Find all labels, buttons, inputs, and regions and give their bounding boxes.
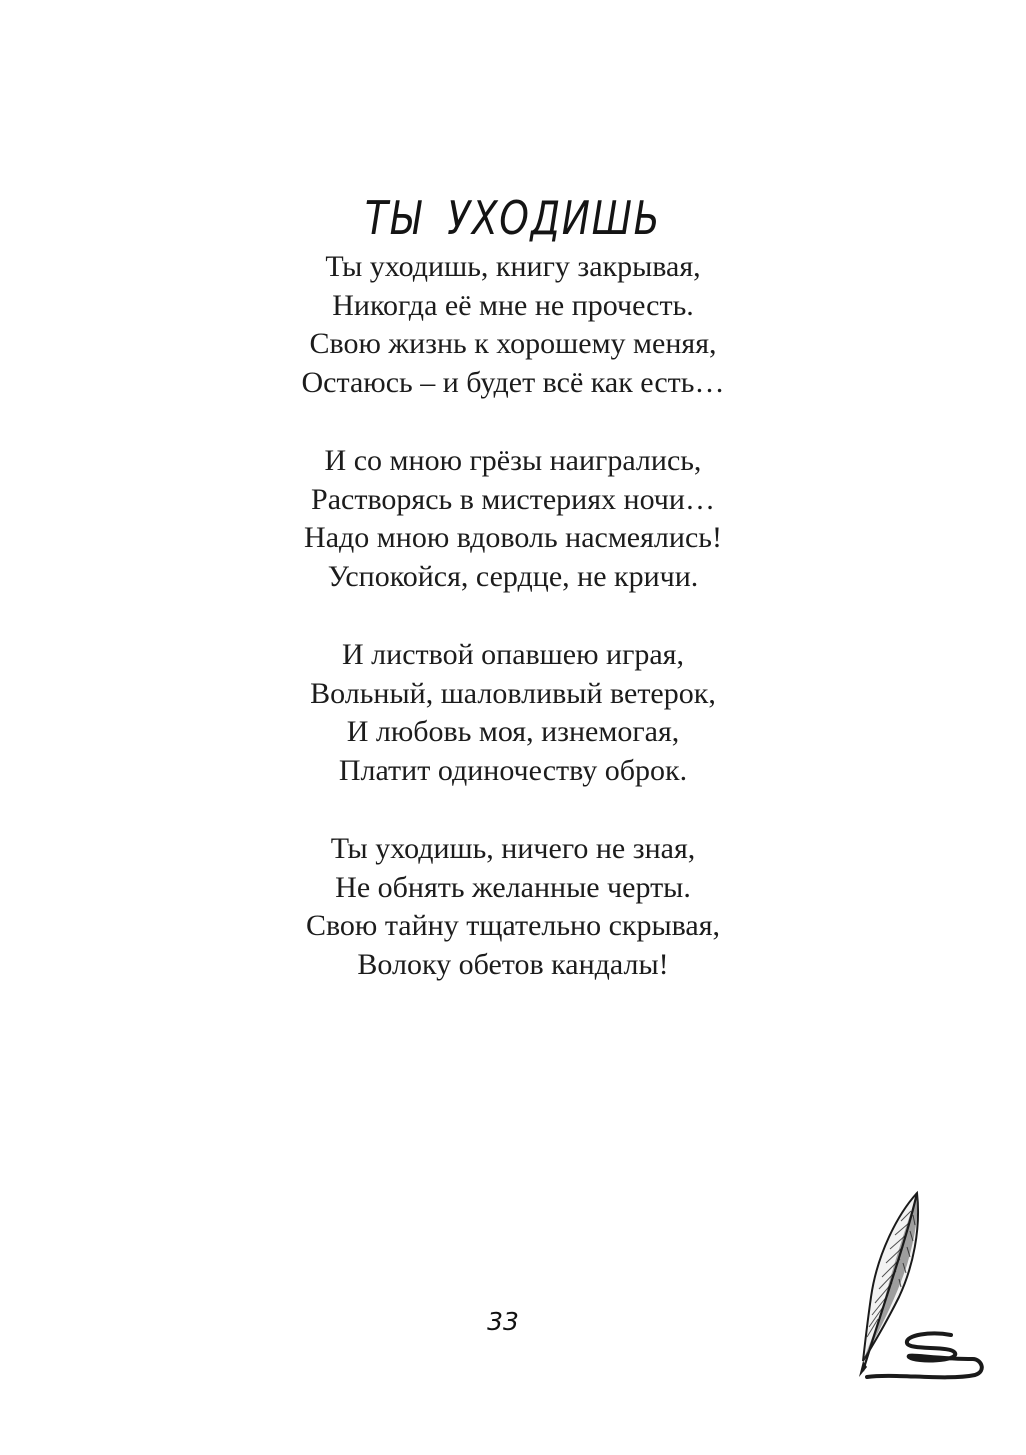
poem-line: Вольный, шаловливый ветерок, (310, 676, 716, 710)
stanza-1 (0, 248, 1026, 402)
poem-line: Никогда её мне не прочесть. (332, 288, 694, 322)
poem-line: Свою жизнь к хорошему меняя, (309, 327, 717, 360)
poem-line: И листвой опавшею играя, (342, 638, 684, 671)
poem-line: Платит одиночеству оброк. (338, 753, 688, 787)
poem-title: ТЫ УХОДИШЬ (364, 190, 662, 245)
page-number: 33 (487, 1307, 519, 1336)
poem-line: И любовь моя, изнемогая, (346, 715, 680, 748)
stanza-4 (0, 830, 1026, 984)
poem-body (0, 248, 1026, 1024)
poem-line: Ты уходишь, ничего не зная, (330, 832, 696, 865)
poem-line: Ты уходишь, книгу закрывая, (325, 250, 701, 283)
poem-line: И со мною грёзы наигрались, (324, 444, 702, 477)
poem-line: Надо мною вдоволь насмеялись! (304, 521, 722, 554)
poem-line: Растворясь в мистериях ночи… (311, 482, 715, 516)
stanza-3 (0, 636, 1026, 790)
poem-line: Остаюсь – и будет всё как есть… (301, 365, 725, 399)
quill-pen-icon (855, 1185, 995, 1385)
poem-line: Не обнять желанные черты. (335, 870, 691, 904)
poem-line: Волоку обетов кандалы! (357, 947, 669, 981)
stanza-2 (0, 442, 1026, 596)
poem-line: Свою тайну тщательно скрывая, (305, 909, 721, 942)
poem-line: Успокойся, сердце, не кричи. (327, 559, 699, 593)
